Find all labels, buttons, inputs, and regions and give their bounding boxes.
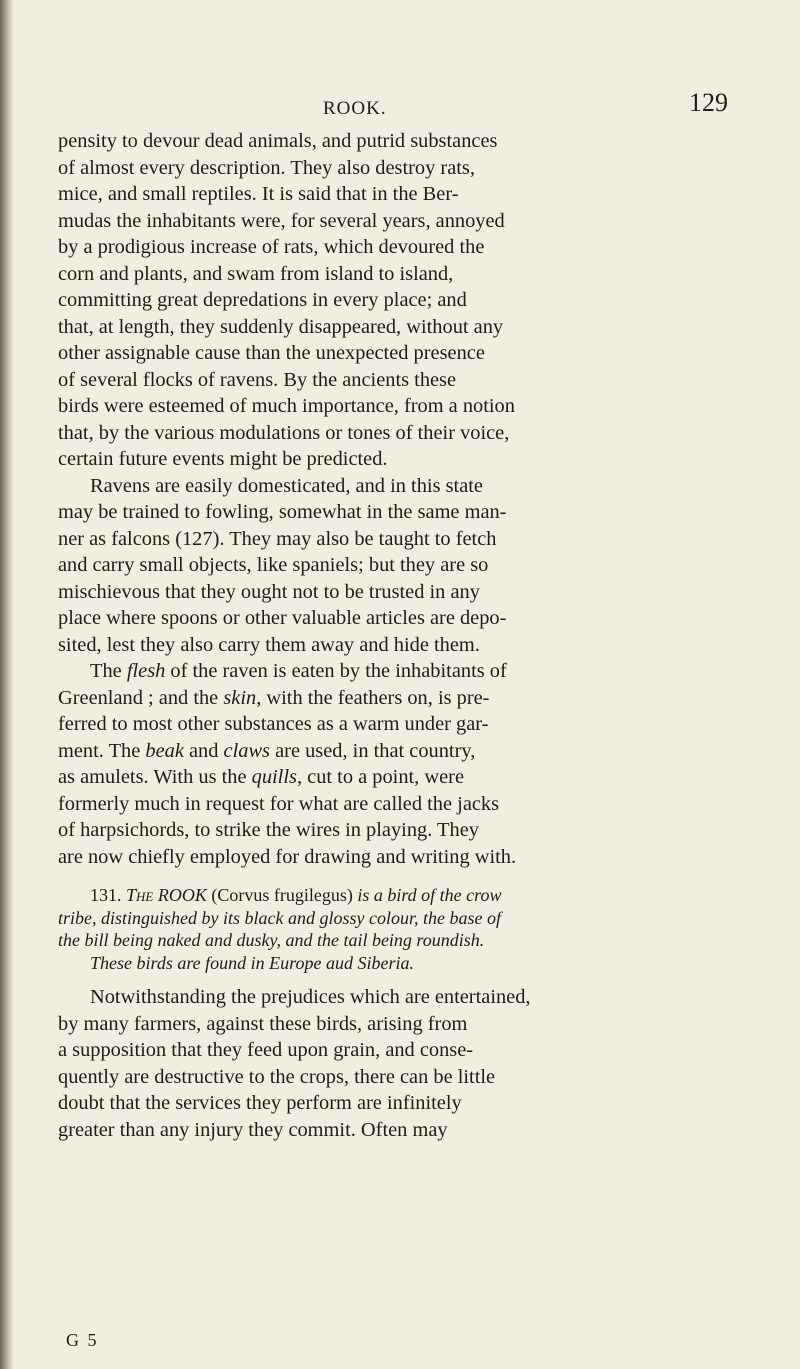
text-line: sited, lest they also carry them away and hide them.	[58, 633, 480, 656]
running-title: ROOK.	[323, 98, 387, 119]
section-number: 131.	[90, 885, 122, 905]
text-line: that, at length, they suddenly disappeared, without any	[58, 315, 504, 338]
text-line: committing great depredations in every place; and	[58, 289, 467, 311]
text-line: of almost every description. They also destroy rats,	[58, 156, 475, 179]
text-line: that, by the various modulations or tones of their voice,	[58, 421, 510, 444]
text-line: birds were esteemed of much importance, from a notion	[58, 395, 515, 417]
text-line	[58, 658, 728, 685]
text-line	[58, 685, 728, 712]
text-line: are now chiefly employed for drawing and writing with.	[58, 845, 517, 868]
section-title: The ROOK	[126, 885, 207, 905]
text-line: mice, and small reptiles. It is said that in the Ber-	[58, 183, 459, 205]
running-head	[58, 88, 728, 128]
text-line: of several flocks of ravens. By the ancients these	[58, 368, 457, 391]
emphasis-beak: beak	[145, 739, 184, 762]
text-run: Greenland ; and the	[58, 686, 224, 709]
text-line: a supposition that they feed upon grain, and conse-	[58, 1039, 474, 1061]
text-line	[58, 764, 728, 791]
text-line: by a prodigious increase of rats, which devoured the	[58, 236, 485, 258]
text-run: , cut to a point, were	[296, 766, 464, 788]
paragraph-4	[58, 984, 728, 1143]
text-line: Notwithstanding the prejudices which are entertained,	[90, 986, 531, 1008]
emphasis-claws: claws	[223, 739, 270, 762]
paragraph-1	[58, 128, 728, 473]
text-line: formerly much in request for what are called the jacks	[58, 792, 500, 815]
text-line: pensity to devour dead animals, and putrid substances	[58, 130, 498, 152]
text-line: quently are destructive to the crops, there can be little	[58, 1065, 496, 1088]
text-line	[58, 738, 728, 765]
text-line: place where spoons or other valuable articles are depo-	[58, 607, 507, 629]
emphasis-flesh: flesh	[126, 660, 166, 682]
latin-name: (Corvus frugilegus)	[206, 885, 353, 905]
text-run: and	[183, 739, 224, 762]
text-run: The	[90, 660, 127, 682]
text-line: greater than any injury they commit. Often may	[58, 1118, 448, 1141]
emphasis-quills: quills	[251, 766, 297, 788]
section-description: the bill being naked and dusky, and the tail being roundish.	[58, 930, 485, 950]
text-run: , with the feathers on, is pre-	[256, 686, 490, 709]
section-description: tribe, distinguished by its black and glossy colour, the base of	[58, 907, 501, 928]
text-run: as amulets. With us the	[58, 766, 252, 788]
binding-gutter	[0, 0, 14, 1369]
text-line: certain future events might be predicted.	[58, 448, 388, 470]
section-description: is a bird of the crow	[352, 885, 502, 905]
book-page	[58, 88, 728, 1143]
text-line: ferred to most other substances as a warm under gar-	[58, 713, 489, 735]
signature-mark: G 5	[66, 1330, 99, 1350]
section-131-rook	[58, 884, 728, 974]
text-line: may be trained to fowling, somewhat in the same man-	[58, 501, 507, 523]
text-line: corn and plants, and swam from island to island,	[58, 262, 454, 285]
text-line: other assignable cause than the unexpected presence	[58, 342, 485, 364]
text-run: ment. The	[58, 739, 146, 762]
emphasis-skin: skin	[223, 686, 257, 709]
text-line: doubt that the services they perform are infinitely	[58, 1092, 462, 1114]
text-run: of the raven is eaten by the inhabitants of	[165, 660, 507, 682]
text-line: by many farmers, against these birds, arising from	[58, 1012, 468, 1035]
page-number: 129	[689, 88, 728, 117]
text-line: mischievous that they ought not to be trusted in any	[58, 580, 480, 603]
text-run: are used, in that country,	[270, 739, 476, 762]
section-heading-line	[58, 884, 728, 907]
text-line: Ravens are easily domesticated, and in this state	[90, 474, 483, 497]
text-line: of harpsichords, to strike the wires in playing. They	[58, 819, 479, 841]
text-line: and carry small objects, like spaniels; but they are so	[58, 554, 489, 576]
paragraph-3	[58, 658, 728, 870]
paragraph-2	[58, 473, 728, 659]
section-description: These birds are found in Europe aud Siberia.	[90, 952, 414, 973]
text-line: ner as falcons (127). They may also be taught to fetch	[58, 527, 497, 550]
text-line: mudas the inhabitants were, for several years, annoyed	[58, 209, 505, 232]
